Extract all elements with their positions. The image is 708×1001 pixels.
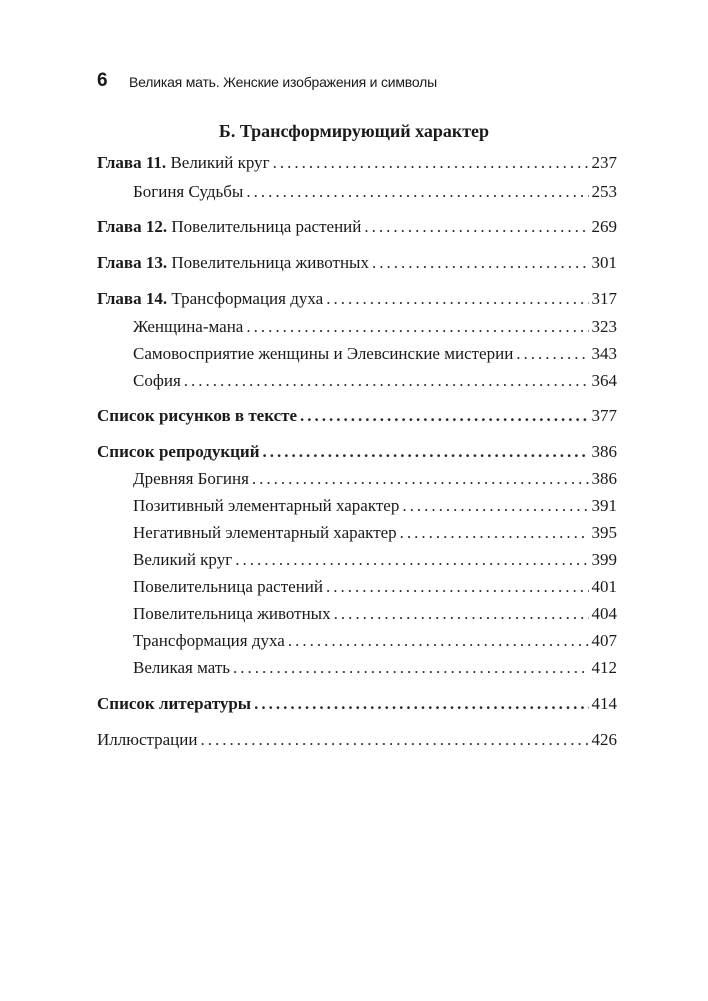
dot-leader [402, 494, 588, 518]
toc-page-number: 253 [591, 182, 617, 201]
dot-leader [263, 440, 589, 464]
toc-entry-chapter-13 [0, 251, 708, 275]
toc-entry-title: Трансформация духа [171, 289, 324, 308]
toc-entry-title: Позитивный элементарный характер [133, 496, 400, 515]
toc-entry-illustrations [0, 728, 708, 752]
toc-entry-subsection [0, 575, 708, 599]
toc-page-number: 407 [591, 631, 617, 650]
toc-entry-subsection [0, 521, 708, 545]
toc-entry-title: Список рисунков в тексте [97, 406, 298, 425]
running-title: Великая мать. Женские изображения и символы [129, 74, 437, 90]
toc-entry-title: Повелительница животных [133, 604, 331, 623]
toc-entry-title: Список репродукций [97, 442, 260, 461]
toc-entry-title: София [133, 371, 181, 390]
toc-entry-bibliography [0, 692, 708, 716]
toc-entry-title: Повелительница растений [133, 577, 323, 596]
toc-entry-title: Самовосприятие женщины и Элевсинские мистерии [133, 344, 514, 363]
toc-page-number: 269 [591, 217, 617, 236]
toc-page-number: 377 [591, 406, 617, 425]
toc-entry-chapter-12 [0, 215, 708, 239]
toc-entry-title: Великий круг [170, 153, 270, 172]
dot-leader [326, 575, 589, 599]
toc-entry-subsection [0, 180, 708, 204]
toc-entry-figures-list [0, 404, 708, 428]
toc-page-number: 343 [591, 344, 617, 363]
toc-chapter-prefix: Глава 11. [97, 153, 167, 172]
toc-entry-subsection [0, 315, 708, 339]
running-header [97, 69, 617, 93]
toc-page-number: 399 [591, 550, 617, 569]
toc-chapter-prefix: Глава 13. [97, 253, 168, 272]
dot-leader [300, 404, 588, 428]
toc-chapter-prefix: Глава 14. [97, 289, 168, 308]
toc-entry-subsection [0, 494, 708, 518]
toc-page-number: 237 [591, 153, 617, 172]
toc-page-number: 426 [591, 730, 617, 749]
toc-chapter-prefix: Глава 12. [97, 217, 168, 236]
toc-entry-subsection [0, 602, 708, 626]
page-number: 6 [97, 70, 108, 91]
dot-leader [246, 315, 588, 339]
dot-leader [254, 692, 588, 716]
toc-entry-subsection [0, 629, 708, 653]
toc-entry-title: Повелительница животных [171, 253, 369, 272]
toc-entry-subsection [0, 467, 708, 491]
toc-page-number: 301 [591, 253, 617, 272]
toc-entry-subsection [0, 369, 708, 393]
toc-page-number: 386 [591, 469, 617, 488]
toc-entry-title: Богиня Судьбы [133, 182, 244, 201]
toc-page-number: 395 [591, 523, 617, 542]
dot-leader [246, 180, 588, 204]
toc-page-number: 386 [591, 442, 617, 461]
toc-page-number: 391 [591, 496, 617, 515]
dot-leader [200, 728, 588, 752]
toc-entry-title: Женщина-мана [133, 317, 244, 336]
toc-entry-subsection [0, 656, 708, 680]
toc-page-number: 414 [591, 694, 617, 713]
section-title: Б. Трансформирующий характер [218, 121, 490, 141]
toc-entry-title: Великий круг [133, 550, 233, 569]
dot-leader [235, 548, 588, 572]
dot-leader [273, 151, 589, 175]
toc-entry-chapter-11 [0, 151, 708, 175]
toc-entry-subsection [0, 548, 708, 572]
dot-leader [516, 342, 588, 366]
dot-leader [400, 521, 589, 545]
toc-page-number: 404 [591, 604, 617, 623]
toc-entry-title: Негативный элементарный характер [133, 523, 397, 542]
toc-entry-title: Иллюстрации [97, 730, 198, 749]
toc-entry-title: Трансформация духа [133, 631, 285, 650]
dot-leader [233, 656, 588, 680]
dot-leader [334, 602, 589, 626]
dot-leader [288, 629, 589, 653]
toc-page-number: 401 [591, 577, 617, 596]
dot-leader [372, 251, 589, 275]
dot-leader [184, 369, 589, 393]
toc-entry-subsection [0, 342, 708, 366]
toc-entry-title: Древняя Богиня [133, 469, 249, 488]
toc-page-number: 364 [591, 371, 617, 390]
toc-page-number: 412 [591, 658, 617, 677]
dot-leader [364, 215, 588, 239]
toc-entry-reproductions-list [0, 440, 708, 464]
dot-leader [326, 287, 588, 311]
toc-entry-chapter-14 [0, 287, 708, 311]
dot-leader [252, 467, 589, 491]
toc-page-number: 317 [591, 289, 617, 308]
toc-page-number: 323 [591, 317, 617, 336]
toc-entry-title: Список литературы [97, 694, 252, 713]
toc-entry-title: Повелительница растений [171, 217, 362, 236]
toc-entry-title: Великая мать [133, 658, 231, 677]
